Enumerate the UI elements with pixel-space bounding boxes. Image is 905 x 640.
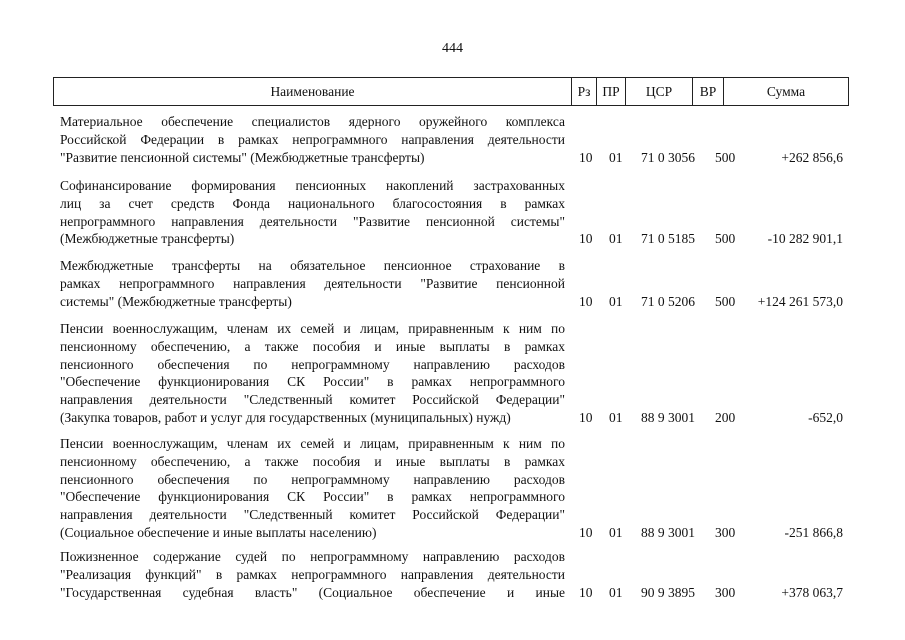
description-line: "Государственная судебная власть" (Социальное обеспечение и иные	[60, 584, 565, 600]
header-sum: Сумма	[766, 84, 806, 99]
description-line: пенсионного обеспечения по непрограммному направлению расходов	[60, 471, 565, 487]
description-line: рамках непрограммного направления деятельности "Развитие пенсионной	[60, 275, 565, 291]
cell-vr: 200	[715, 410, 736, 425]
row-description	[60, 177, 565, 248]
cell-csr: 88 9 3001	[641, 410, 695, 425]
cell-pr: 01	[609, 584, 623, 600]
page-number: 444	[442, 41, 463, 56]
row-description	[60, 548, 565, 601]
description-line: Софинансирование формирования пенсионных накоплений застрахованных	[60, 178, 565, 193]
cell-rz: 10	[579, 149, 593, 165]
description-line: направления деятельности "Следственный комитет Российской Федерации"	[60, 507, 565, 523]
cell-pr: 01	[609, 525, 623, 540]
cell-rz: 10	[579, 231, 593, 247]
description-line: Пожизненное содержание судей по непрограммному направлению расходов	[60, 549, 565, 564]
description-line: пенсионного обеспечения по непрограммному направлению расходов	[60, 356, 565, 372]
description-line: пенсионному обеспечению, а также пособия и иные выплаты в рамках	[60, 453, 565, 469]
cell-vr: 500	[715, 293, 736, 309]
cell-rz: 10	[579, 584, 593, 600]
cell-sum: +378 063,7	[781, 584, 843, 600]
header-rz: Рз	[572, 78, 597, 105]
description-line: Межбюджетные трансферты на обязательное пенсионное страхование в	[60, 258, 565, 273]
cell-vr: 500	[715, 231, 736, 247]
description-line: лиц за счет средств Фонда национального благосостояния в рамках	[60, 195, 565, 211]
description-line: системы" (Межбюджетные трансферты)	[60, 293, 292, 309]
header-vr: ВР	[693, 78, 724, 105]
description-line: Материальное обеспечение специалистов ядерного оружейного комплекса	[60, 114, 565, 129]
row-description	[60, 320, 565, 427]
description-line: непрограммного направления деятельности "Развитие пенсионной системы"	[60, 213, 565, 229]
description-line: "Обеспечение функционирования СК России" в рамках непрограммного	[60, 374, 565, 390]
description-line: Пенсии военнослужащим, членам их семей и лицам, приравненным к ним по	[60, 321, 565, 336]
cell-sum: +124 261 573,0	[757, 293, 843, 309]
cell-csr: 88 9 3001	[641, 525, 695, 540]
description-line: направления деятельности "Следственный комитет Российской Федерации"	[60, 392, 565, 408]
cell-vr: 300	[715, 525, 736, 540]
description-line: (Социальное обеспечение и иные выплаты населению)	[60, 524, 377, 540]
cell-sum: -652,0	[808, 410, 843, 425]
cell-vr: 300	[715, 584, 736, 600]
description-line: (Закупка товаров, работ и услуг для государственных (муниципальных) нужд)	[60, 409, 511, 425]
cell-rz: 10	[579, 293, 593, 309]
cell-csr: 71 0 5206	[641, 293, 695, 309]
cell-pr: 01	[609, 293, 623, 309]
cell-csr: 90 9 3895	[641, 584, 695, 600]
description-line: Российской Федерации в рамках непрограммного направления деятельности	[60, 131, 565, 147]
header-pr: ПР	[597, 78, 626, 105]
row-description	[60, 257, 565, 310]
table-header	[53, 77, 849, 106]
description-line: "Реализация функций" в рамках непрограммного направления деятельности	[60, 566, 565, 582]
row-description	[60, 435, 565, 542]
description-line: "Развитие пенсионной системы" (Межбюджетные трансферты)	[60, 149, 425, 165]
cell-csr: 71 0 5185	[641, 231, 695, 247]
cell-rz: 10	[579, 525, 593, 540]
cell-sum: -10 282 901,1	[767, 231, 843, 247]
header-csr: ЦСР	[626, 78, 693, 105]
cell-rz: 10	[579, 410, 593, 425]
cell-pr: 01	[609, 231, 623, 247]
description-line: "Обеспечение функционирования СК России" в рамках непрограммного	[60, 489, 565, 505]
cell-pr: 01	[609, 410, 623, 425]
cell-csr: 71 0 3056	[641, 149, 695, 165]
header-name: Наименование	[54, 78, 572, 105]
description-line: пенсионному обеспечению, а также пособия и иные выплаты в рамках	[60, 338, 565, 354]
cell-pr: 01	[609, 149, 623, 165]
description-line: (Межбюджетные трансферты)	[60, 231, 235, 247]
description-line: Пенсии военнослужащим, членам их семей и лицам, приравненным к ним по	[60, 436, 565, 451]
row-description	[60, 113, 565, 166]
cell-sum: -251 866,8	[784, 525, 843, 540]
cell-vr: 500	[715, 149, 736, 165]
cell-sum: +262 856,6	[781, 149, 843, 165]
